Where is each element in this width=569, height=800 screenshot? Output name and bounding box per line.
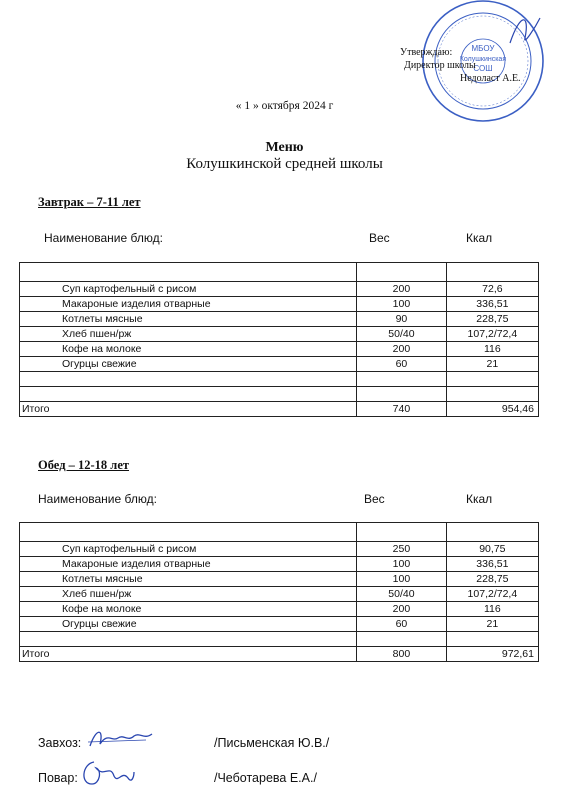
table-row xyxy=(20,263,539,282)
storekeeper-name: /Письменская Ю.В./ xyxy=(214,736,330,750)
dish-weight: 100 xyxy=(357,297,447,312)
page-title: Меню xyxy=(265,140,304,155)
breakfast-heading: Завтрак – 7-11 лет xyxy=(38,195,141,209)
dish-kcal: 116 xyxy=(446,342,538,357)
dish-kcal: 336,51 xyxy=(446,297,538,312)
breakfast-col-name: Наименование блюд: xyxy=(44,231,163,245)
table-row xyxy=(20,312,539,327)
dish-weight: 60 xyxy=(357,357,447,372)
dish-weight: 60 xyxy=(357,617,447,632)
approval-line-approve: Утверждаю: xyxy=(400,47,453,58)
dish-weight: 200 xyxy=(357,342,447,357)
dish-weight: 200 xyxy=(357,282,447,297)
total-kcal: 954,46 xyxy=(446,402,538,417)
dish-weight: 250 xyxy=(357,542,447,557)
dish-name: Хлеб пшен/рж xyxy=(20,327,357,342)
svg-text:СОШ: СОШ xyxy=(473,64,493,73)
table-row xyxy=(20,617,539,632)
table-row xyxy=(20,387,539,402)
table-row xyxy=(20,602,539,617)
svg-text:Колушкинская: Колушкинская xyxy=(459,56,507,63)
dish-name: Хлеб пшен/рж xyxy=(20,587,357,602)
dish-name: Суп картофельный с рисом xyxy=(20,282,357,297)
breakfast-col-kcal: Ккал xyxy=(466,231,493,245)
dish-kcal: 90,75 xyxy=(446,542,538,557)
dish-kcal: 72,6 xyxy=(446,282,538,297)
dish-name: Макароные изделия отварные xyxy=(20,557,357,572)
lunch-col-weight: Вес xyxy=(364,492,385,506)
dish-kcal: 228,75 xyxy=(446,312,538,327)
dish-name: Огурцы свежие xyxy=(20,357,357,372)
approval-block xyxy=(400,46,521,85)
dish-weight: 100 xyxy=(357,572,447,587)
dish-name: Котлеты мясные xyxy=(20,312,357,327)
table-total-row xyxy=(20,402,539,417)
cook-signature xyxy=(76,756,136,792)
table-row xyxy=(20,327,539,342)
lunch-col-kcal: Ккал xyxy=(466,492,493,506)
table-row xyxy=(20,282,539,297)
dish-weight: 100 xyxy=(357,557,447,572)
table-row xyxy=(20,297,539,312)
dish-kcal: 21 xyxy=(446,357,538,372)
dish-weight: 50/40 xyxy=(357,587,447,602)
dish-name: Кофе на молоке xyxy=(20,602,357,617)
dish-weight: 50/40 xyxy=(357,327,447,342)
table-row xyxy=(20,542,539,557)
total-label: Итого xyxy=(20,647,357,662)
total-kcal: 972,61 xyxy=(446,647,538,662)
dish-kcal: 228,75 xyxy=(446,572,538,587)
table-row xyxy=(20,342,539,357)
table-row xyxy=(20,632,539,647)
total-weight: 740 xyxy=(357,402,447,417)
storekeeper-label: Завхоз: xyxy=(38,736,82,750)
dish-weight: 90 xyxy=(357,312,447,327)
cook-name: /Чеботарева Е.А./ xyxy=(214,771,317,785)
table-row xyxy=(20,523,539,542)
lunch-col-name: Наименование блюд: xyxy=(38,492,157,506)
lunch-table xyxy=(19,522,539,662)
table-row xyxy=(20,372,539,387)
dish-name: Огурцы свежие xyxy=(20,617,357,632)
dish-kcal: 107,2/72,4 xyxy=(446,327,538,342)
director-signature xyxy=(505,8,545,48)
table-row xyxy=(20,587,539,602)
storekeeper-signature xyxy=(86,724,156,754)
dish-name: Суп картофельный с рисом xyxy=(20,542,357,557)
breakfast-table xyxy=(19,262,539,417)
dish-kcal: 336,51 xyxy=(446,557,538,572)
total-weight: 800 xyxy=(357,647,447,662)
lunch-heading: Обед – 12-18 лет xyxy=(38,458,130,472)
table-row xyxy=(20,357,539,372)
table-row xyxy=(20,572,539,587)
table-row xyxy=(20,557,539,572)
dish-kcal: 21 xyxy=(446,617,538,632)
breakfast-col-weight: Вес xyxy=(369,231,390,245)
approval-line-position: Директор школы xyxy=(404,60,476,71)
total-label: Итого xyxy=(20,402,357,417)
svg-text:МБОУ: МБОУ xyxy=(471,44,495,53)
page-subtitle: Колушкинской средней школы xyxy=(186,156,383,172)
dish-weight: 200 xyxy=(357,602,447,617)
approval-line-name: Недоласт А.Е. xyxy=(460,73,521,84)
document-date: « 1 » октября 2024 г xyxy=(235,100,334,112)
dish-name: Кофе на молоке xyxy=(20,342,357,357)
cook-label: Повар: xyxy=(38,771,78,785)
dish-name: Макароные изделия отварные xyxy=(20,297,357,312)
table-total-row xyxy=(20,647,539,662)
dish-kcal: 107,2/72,4 xyxy=(446,587,538,602)
dish-kcal: 116 xyxy=(446,602,538,617)
dish-name: Котлеты мясные xyxy=(20,572,357,587)
